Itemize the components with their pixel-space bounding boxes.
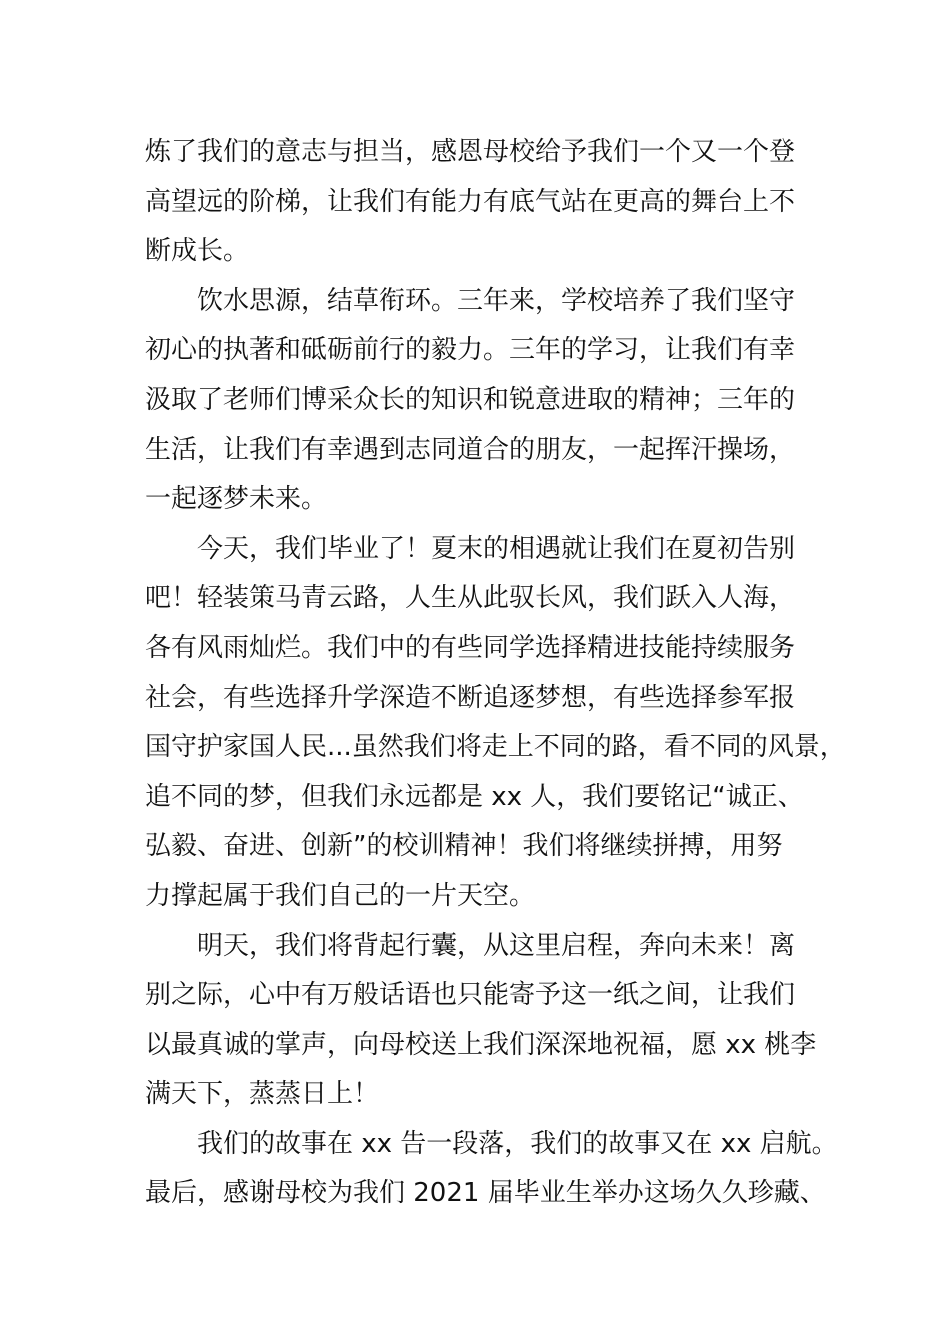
text-line: 一起逐梦未来。 [145,484,328,515]
text-line: 以最真诚的掌声，向母校送上我们深深地祝福，愿 xx 桃李 [145,1029,817,1060]
paragraph-first-line: 今天，我们毕业了！夏末的相遇就让我们在夏初告别 [197,533,796,564]
body-text [145,128,845,1219]
paragraph-first-line: 我们的故事在 xx 告一段落，我们的故事又在 xx 启航。 [197,1128,838,1159]
paragraph-first-line: 明天，我们将背起行囊，从这里启程，奔向未来！离 [197,930,796,961]
text-line: 国守护家国人民...虽然我们将走上不同的路，看不同的风景， [145,732,846,763]
text-line: 初心的执著和砥砺前行的毅力。三年的学习，让我们有幸 [145,335,796,366]
text-line: 社会，有些选择升学深造不断追逐梦想，有些选择参军报 [145,682,796,713]
text-line: 生活，让我们有幸遇到志同道合的朋友，一起挥汗操场， [145,434,796,465]
text-line: 各有风雨灿烂。我们中的有些同学选择精进技能持续服务 [145,632,796,663]
paragraph-first-line: 饮水思源，结草衔环。三年来，学校培养了我们坚守 [197,285,796,316]
text-line: 炼了我们的意志与担当，感恩母校给予我们一个又一个登 [145,137,796,167]
text-line: 力撑起属于我们自己的一片天空。 [145,880,536,911]
text-line: 吧！轻装策马青云路，人生从此驭长风，我们跃入人海， [145,583,796,614]
text-line: 断成长。 [145,236,250,267]
text-line: 追不同的梦，但我们永远都是 xx 人，我们要铭记“诚正、 [145,781,804,812]
text-line: 高望远的阶梯，让我们有能力有底气站在更高的舞台上不 [145,186,796,217]
text-line: 汲取了老师们博采众长的知识和锐意进取的精神；三年的 [145,384,796,415]
text-line: 别之际，心中有万般话语也只能寄予这一纸之间，让我们 [145,980,796,1011]
text-line: 弘毅、奋进、创新”的校训精神！我们将继续拼搏，用努 [145,831,783,862]
text-line: 最后，感谢母校为我们 2021 届毕业生举办这场久久珍藏、 [145,1178,826,1209]
text-line: 满天下，蒸蒸日上！ [145,1079,380,1110]
